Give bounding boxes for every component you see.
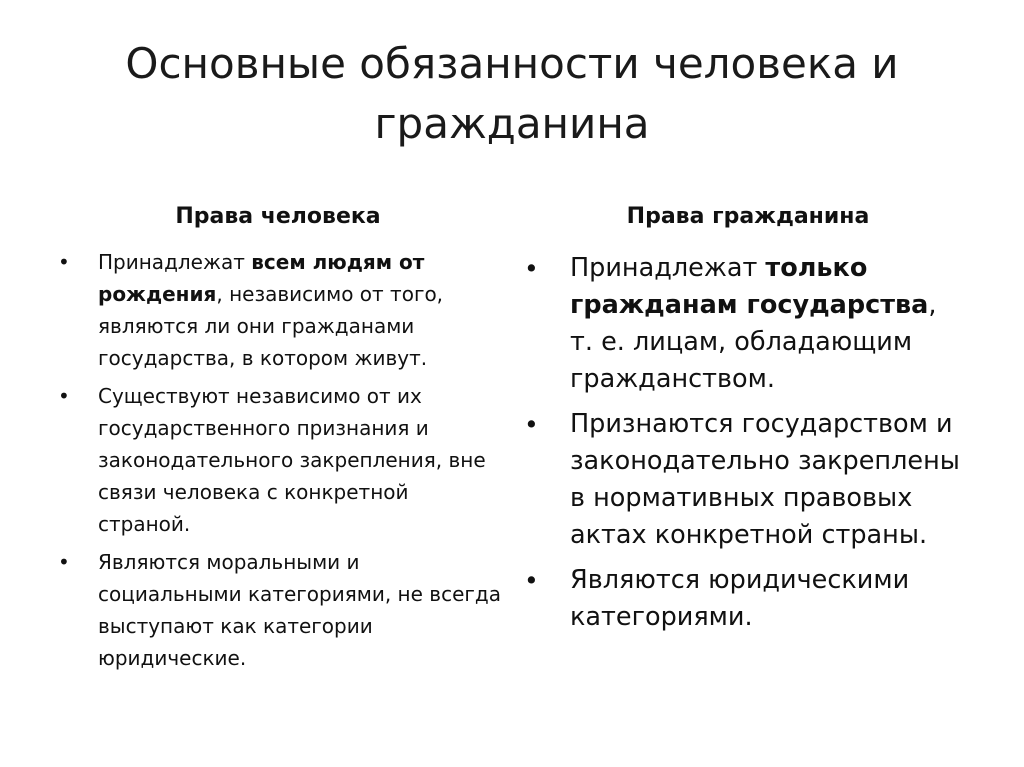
item-text: Признаются государством и законодательно закреплены в нормативных правовых актах конкретной страны.	[570, 409, 960, 550]
citizen-rights-list	[524, 250, 964, 644]
list-item	[524, 250, 964, 398]
item-text: Являются юридическими категориями.	[570, 565, 910, 632]
item-text: , т. е. лицам, обладающим гражданством.	[570, 290, 937, 394]
human-rights-list	[58, 246, 503, 680]
item-text-bold: только гражданам государства	[570, 253, 929, 320]
item-text: Принадлежат	[98, 250, 252, 274]
bullet-icon: •	[58, 550, 70, 574]
item-text-bold: всем людям от рождения	[98, 250, 425, 306]
bullet-icon: •	[524, 254, 539, 283]
item-text: Принадлежат	[570, 253, 766, 283]
list-item	[524, 562, 964, 636]
list-item	[58, 380, 503, 540]
list-item	[58, 546, 503, 674]
bullet-icon: •	[524, 566, 539, 595]
human-rights-heading: Права человека	[175, 204, 381, 229]
item-text: , независимо от того, являются ли они гражданами государства, в котором живут.	[98, 282, 444, 370]
item-text: Являются моральными и социальными категориями, не всегда выступают как категории юридические.	[98, 550, 501, 670]
slide-title: Основные обязанности человека и гражданина	[125, 39, 899, 148]
list-item	[524, 406, 964, 554]
list-item	[58, 246, 503, 374]
bullet-icon: •	[58, 384, 70, 408]
bullet-icon: •	[524, 410, 539, 439]
bullet-icon: •	[58, 250, 70, 274]
citizen-rights-heading: Права гражданина	[626, 204, 870, 229]
item-text: Существуют независимо от их государственного признания и законодательного закрепления, вне связи человека с конкретной страной.	[98, 384, 486, 536]
